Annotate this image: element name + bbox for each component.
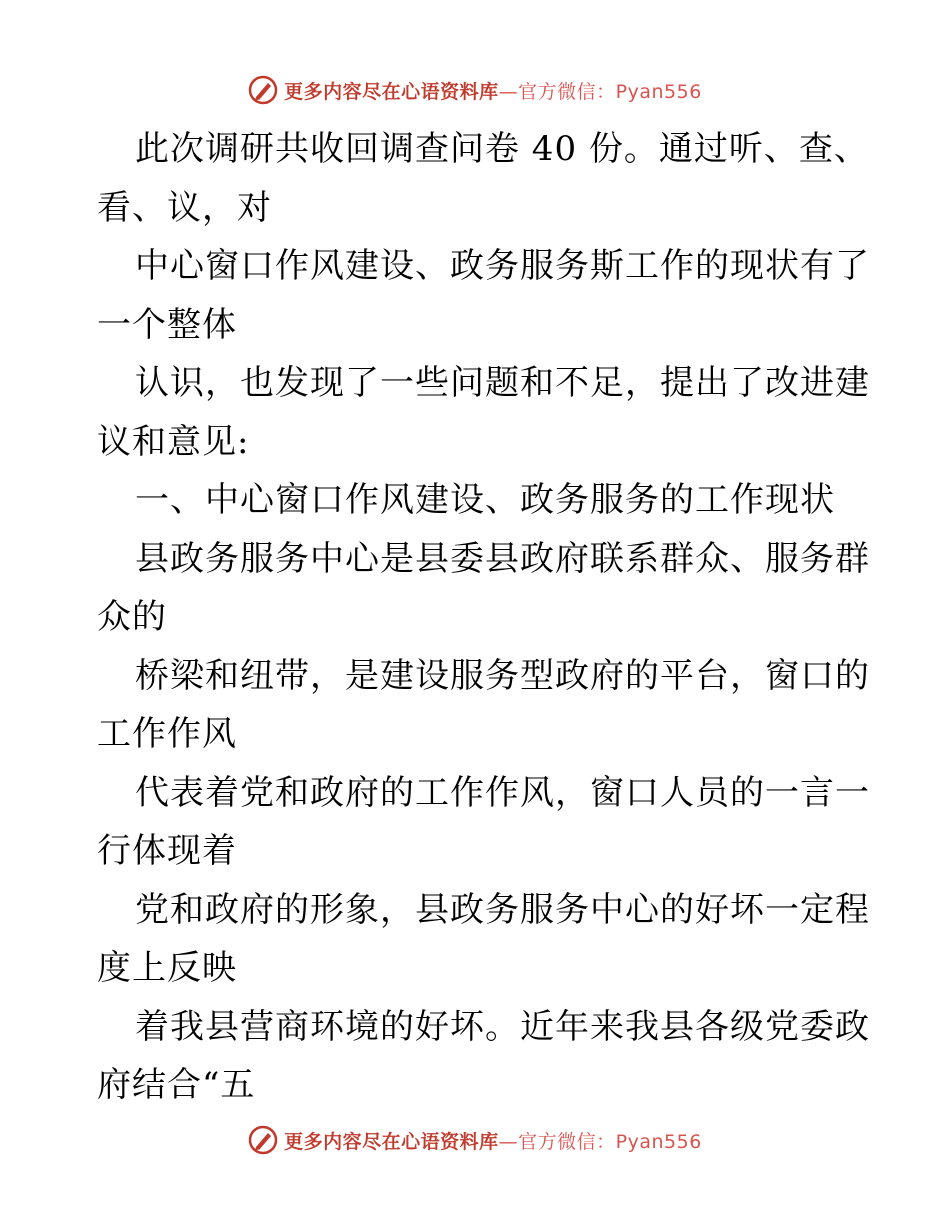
paragraph-line: 此次调研共收回调查问卷 40 份。通过听、查、 [135,129,869,169]
paragraph-line: 一个整体 [97,304,237,345]
paragraph [97,530,870,647]
banner-main-text: 更多内容尽在心语资料库 [284,80,499,103]
footer-banner [0,1120,950,1160]
paragraph-line: 工作作风 [97,714,237,754]
banner-text [284,1127,702,1154]
paragraph-line: 县政务服务中心是县委县政府联系群众、服务群 [135,538,870,579]
pen-logo-icon [248,75,278,105]
document-body [97,120,870,1115]
banner-text [284,77,702,104]
paragraph [97,120,867,237]
paragraph [97,354,870,471]
paragraph-line: 众的 [97,597,167,637]
paragraph [97,237,870,354]
header-banner [0,70,950,110]
paragraph-line: 度上反映 [97,948,237,988]
paragraph-line: 认识，也发现了一些问题和不足，提出了改进建 [135,363,870,403]
paragraph-line: 着我县营商环境的好坏。近年来我县各级党委政 [135,1006,870,1047]
paragraph [97,998,870,1115]
paragraph-line: 中心窗口作风建设、政务服务斯工作的现状有了 [135,246,870,286]
pen-logo-icon [248,1125,278,1155]
section-heading: 一、中心窗口作风建设、政务服务的工作现状 [135,480,835,520]
paragraph-line: 看、议，对 [97,187,272,228]
paragraph-line: 桥梁和纽带，是建设服务型政府的平台，窗口的 [135,655,870,696]
paragraph-line: 府结合“五 [97,1065,256,1105]
paragraph [97,881,870,998]
paragraph-line: 行体现着 [97,831,237,871]
paragraph-line: 代表着党和政府的工作作风，窗口人员的一言一 [135,772,870,813]
banner-wechat-text: —官方微信：Pyan556 [498,80,702,103]
paragraph [97,764,870,881]
banner-main-text: 更多内容尽在心语资料库 [284,1130,499,1153]
paragraph-line: 党和政府的形象，县政务服务中心的好坏一定程 [135,889,870,930]
banner-wechat-text: —官方微信：Pyan556 [498,1130,702,1153]
paragraph [97,647,870,764]
paragraph-line: 议和意见: [97,421,250,462]
